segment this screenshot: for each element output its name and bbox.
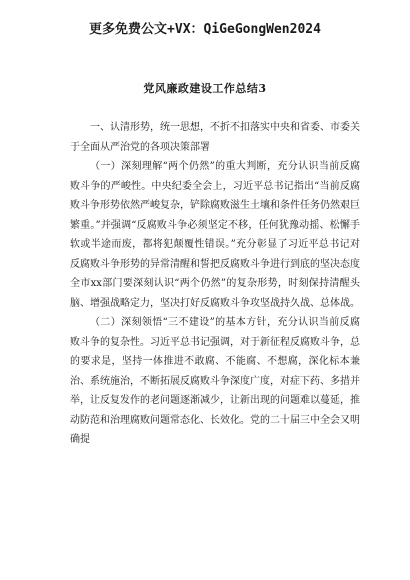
body-paragraph-2: （二）深刻领悟“三不建设”的基本方针，充分认识当前反腐败斗争的复杂性。习近平总书记强调，对于新征程反腐败斗争，总的要求是，坚持一体推进不敢腐、不能腐、不想腐，深化标本兼治、系统施治，不断拓展反腐败斗争深度广度，对症下药、多措并举，让反复发作的老问题逐渐减少，让新出现的问题难以蔓延，推动防范和治理腐败问题常态化、长效化。党的二十届三中全会又明确提: [70, 317, 360, 445]
body-paragraph-1: （一）深刻理解“两个仍然”的重大判断，充分认识当前反腐败斗争的严峻性。中央纪委全会上，习近平总书记指出“当前反腐败斗争形势依然严峻复杂，铲除腐败滋生土壤和条件任务仍然艰巨繁重。”并强调“反腐败斗争必须坚定不移，任何犹豫动摇、松懈手软或半途而废，都将犯颠覆性错误。”充分彰显了习近平总书记对反腐败斗争形势的异常清醒和誓把反腐败斗争进行到底的坚决态度全市xx部门要深刻认识“两个仍然”的复杂形势，时刻保持清醒头脑、增强战略定力，坚决打好反腐败斗争攻坚战持久战、总体战。: [70, 161, 360, 309]
promo-header: 更多免费公文+VX：QiGeGongWen2024: [89, 22, 321, 37]
document-title: 党风廉政建设工作总结3: [143, 82, 267, 95]
document-body: [70, 118, 360, 450]
section-heading-paragraph: 一、认清形势，统一思想，不折不扣落实中央和省委、市委关于全面从严治党的各项决策部署: [70, 122, 360, 153]
